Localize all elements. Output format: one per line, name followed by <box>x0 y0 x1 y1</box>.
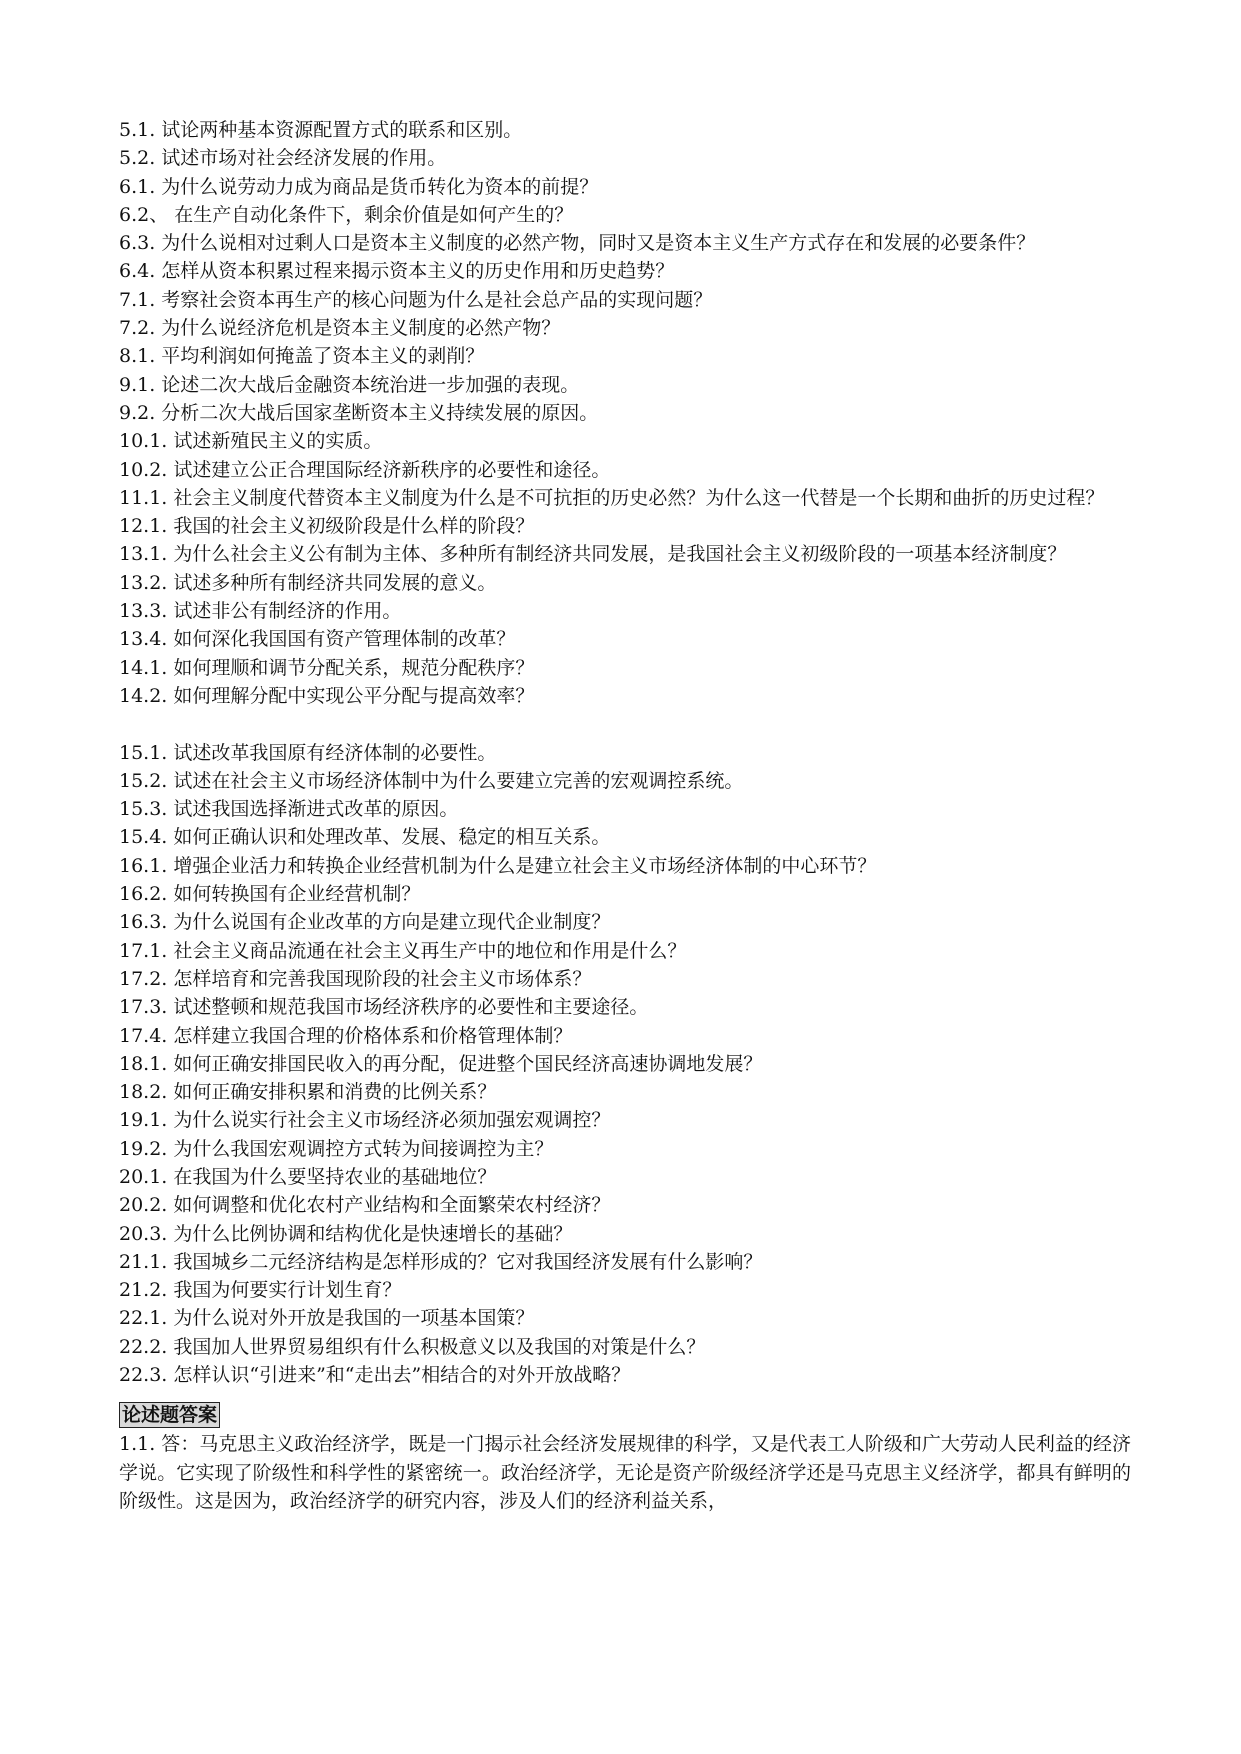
question-item <box>119 625 1131 653</box>
question-text: 如何正确安排国民收入的再分配，促进整个国民经济高速协调地发展？ <box>173 1052 763 1075</box>
question-item <box>119 597 1131 625</box>
question-number: 5.2. <box>119 147 156 170</box>
question-text: 社会主义制度代替资本主义制度为什么是不可抗拒的历史必然？为什么这一代替是一个长期和曲折的历史过程？ <box>173 486 1105 509</box>
question-text: 怎样培育和完善我国现阶段的社会主义市场体系？ <box>173 967 592 990</box>
question-text: 试述我国选择渐进式改革的原因。 <box>173 798 459 821</box>
question-number: 17.3. <box>119 996 168 1019</box>
question-text: 试述改革我国原有经济体制的必要性。 <box>173 741 497 764</box>
question-item <box>119 937 1131 965</box>
question-item <box>119 116 1131 144</box>
question-number: 13.2. <box>119 571 168 594</box>
question-number: 13.1. <box>119 543 168 566</box>
question-item <box>119 427 1131 455</box>
question-text: 怎样认识“引进来”和“走出去”相结合的对外开放战略？ <box>173 1364 631 1387</box>
question-item <box>119 229 1131 257</box>
question-item <box>119 314 1131 342</box>
answers-section <box>119 1389 1131 1515</box>
question-list-b <box>119 739 1131 1390</box>
question-item <box>119 173 1131 201</box>
question-number: 20.3. <box>119 1222 168 1245</box>
question-item <box>119 795 1131 823</box>
question-number: 16.1. <box>119 854 168 877</box>
question-item <box>119 993 1131 1021</box>
question-item <box>119 767 1131 795</box>
question-text: 如何深化我国国有资产管理体制的改革？ <box>173 628 516 651</box>
question-number: 15.3. <box>119 798 168 821</box>
question-number: 18.1. <box>119 1052 168 1075</box>
question-item <box>119 342 1131 370</box>
question-number: 10.1. <box>119 430 168 453</box>
question-item <box>119 908 1131 936</box>
question-text: 如何转换国有企业经营机制？ <box>173 883 421 906</box>
question-text: 怎样建立我国合理的价格体系和价格管理体制？ <box>173 1024 573 1047</box>
question-number: 22.1. <box>119 1307 168 1330</box>
question-item <box>119 1106 1131 1134</box>
question-item <box>119 540 1131 568</box>
question-text: 如何理顺和调节分配关系，规范分配秩序？ <box>173 656 535 679</box>
question-number: 6.3. <box>119 232 156 255</box>
question-item <box>119 739 1131 767</box>
question-number: 21.2. <box>119 1279 168 1302</box>
question-number: 12.1. <box>119 515 168 538</box>
question-number: 13.3. <box>119 600 168 623</box>
question-item <box>119 286 1131 314</box>
question-text: 增强企业活力和转换企业经营机制为什么是建立社会主义市场经济体制的中心环节？ <box>173 854 877 877</box>
question-number: 7.1. <box>119 288 156 311</box>
question-text: 在生产自动化条件下，剩余价值是如何产生的？ <box>174 203 574 226</box>
question-number: 8.1. <box>119 345 156 368</box>
question-item <box>119 1333 1131 1361</box>
question-text: 为什么社会主义公有制为主体、多种所有制经济共同发展，是我国社会主义初级阶段的一项基本经济制度？ <box>173 543 1067 566</box>
question-item <box>119 456 1131 484</box>
document-page <box>119 116 1131 1515</box>
question-text: 试述非公有制经济的作用。 <box>173 600 402 623</box>
question-text: 试述建立公正合理国际经济新秩序的必要性和途径。 <box>173 458 611 481</box>
question-number: 21.1. <box>119 1250 168 1273</box>
question-item <box>119 484 1131 512</box>
question-text: 社会主义商品流通在社会主义再生产中的地位和作用是什么？ <box>173 939 687 962</box>
question-text: 平均利润如何掩盖了资本主义的剥削？ <box>161 345 485 368</box>
question-text: 考察社会资本再生产的核心问题为什么是社会总产品的实现问题？ <box>161 288 713 311</box>
question-number: 22.2. <box>119 1335 168 1358</box>
question-item <box>119 569 1131 597</box>
question-number: 16.3. <box>119 911 168 934</box>
question-item <box>119 880 1131 908</box>
question-item <box>119 257 1131 285</box>
question-number: 5.1. <box>119 119 156 141</box>
question-text: 在我国为什么要坚持农业的基础地位？ <box>173 1165 497 1188</box>
question-number: 6.2、 <box>119 203 169 226</box>
question-text: 论述二次大战后金融资本统治进一步加强的表现。 <box>161 373 580 396</box>
question-number: 15.4. <box>119 826 168 849</box>
question-item <box>119 1361 1131 1389</box>
question-number: 17.4. <box>119 1024 168 1047</box>
question-item <box>119 1078 1131 1106</box>
question-text: 我国为何要实行计划生育？ <box>173 1279 402 1302</box>
question-item <box>119 823 1131 851</box>
question-number: 6.1. <box>119 175 156 198</box>
question-text: 为什么说相对过剩人口是资本主义制度的必然产物，同时又是资本主义生产方式存在和发展的必要条件？ <box>161 232 1036 255</box>
question-number: 14.2. <box>119 684 168 707</box>
question-item <box>119 1304 1131 1332</box>
question-item <box>119 1191 1131 1219</box>
question-number: 7.2. <box>119 317 156 340</box>
question-text: 我国加人世界贸易组织有什么积极意义以及我国的对策是什么？ <box>173 1335 706 1358</box>
question-text: 我国城乡二元经济结构是怎样形成的？它对我国经济发展有什么影响？ <box>173 1250 763 1273</box>
question-item <box>119 1135 1131 1163</box>
question-item <box>119 1248 1131 1276</box>
question-item <box>119 965 1131 993</box>
question-text: 怎样从资本积累过程来揭示资本主义的历史作用和历史趋势？ <box>161 260 675 283</box>
question-item <box>119 512 1131 540</box>
question-number: 9.2. <box>119 401 156 424</box>
question-text: 为什么比例协调和结构优化是快速增长的基础？ <box>173 1222 573 1245</box>
question-number: 20.2. <box>119 1194 168 1217</box>
question-number: 15.2. <box>119 769 168 792</box>
question-text: 试述整顿和规范我国市场经济秩序的必要性和主要途径。 <box>173 996 649 1019</box>
question-number: 14.1. <box>119 656 168 679</box>
question-item <box>119 399 1131 427</box>
question-item <box>119 852 1131 880</box>
question-item <box>119 1220 1131 1248</box>
question-text: 如何正确认识和处理改革、发展、稳定的相互关系。 <box>173 826 611 849</box>
question-number: 19.2. <box>119 1137 168 1160</box>
question-number: 6.4. <box>119 260 156 283</box>
question-text: 为什么说国有企业改革的方向是建立现代企业制度？ <box>173 911 611 934</box>
question-number: 20.1. <box>119 1165 168 1188</box>
question-text: 试述市场对社会经济发展的作用。 <box>161 147 447 170</box>
question-number: 10.2. <box>119 458 168 481</box>
question-number: 17.2. <box>119 967 168 990</box>
question-number: 15.1. <box>119 741 168 764</box>
question-text: 分析二次大战后国家垄断资本主义持续发展的原因。 <box>161 401 599 424</box>
answer-paragraph: 1.1. 答：马克思主义政治经济学，既是一门揭示社会经济发展规律的科学，又是代表工人阶级和广大劳动人民利益的经济学说。它实现了阶级性和科学性的紧密统一。政治经济学，无论是资产阶级经济学还是马克思主义经济学，都具有鲜明的阶级性。这是因为，政治经济学的研究内容，涉及人们的经济利益关系， <box>119 1433 1131 1512</box>
question-text: 如何正确安排积累和消费的比例关系？ <box>173 1081 497 1104</box>
question-number: 17.1. <box>119 939 168 962</box>
question-item <box>119 654 1131 682</box>
question-number: 11.1. <box>119 486 168 509</box>
question-item <box>119 201 1131 229</box>
question-text: 为什么我国宏观调控方式转为间接调控为主？ <box>173 1137 554 1160</box>
question-text: 为什么说对外开放是我国的一项基本国策？ <box>173 1307 535 1330</box>
question-item <box>119 682 1131 710</box>
question-number: 18.2. <box>119 1081 168 1104</box>
question-item <box>119 1022 1131 1050</box>
question-number: 16.2. <box>119 883 168 906</box>
question-text: 我国的社会主义初级阶段是什么样的阶段？ <box>173 515 535 538</box>
question-number: 9.1. <box>119 373 156 396</box>
question-item <box>119 1276 1131 1304</box>
question-list-a <box>119 116 1131 710</box>
question-number: 22.3. <box>119 1364 168 1387</box>
question-text: 试述新殖民主义的实质。 <box>173 430 383 453</box>
blank-line <box>119 710 1131 738</box>
question-text: 为什么说经济危机是资本主义制度的必然产物？ <box>161 317 561 340</box>
question-text: 试述在社会主义市场经济体制中为什么要建立完善的宏观调控系统。 <box>173 769 744 792</box>
question-item <box>119 371 1131 399</box>
question-text: 如何理解分配中实现公平分配与提高效率？ <box>173 684 535 707</box>
section-title: 论述题答案 <box>119 1402 220 1428</box>
question-number: 19.1. <box>119 1109 168 1132</box>
question-number: 13.4. <box>119 628 168 651</box>
question-item <box>119 1050 1131 1078</box>
question-text: 为什么说劳动力成为商品是货币转化为资本的前提？ <box>161 175 599 198</box>
question-item <box>119 144 1131 172</box>
question-text: 如何调整和优化农村产业结构和全面繁荣农村经济？ <box>173 1194 611 1217</box>
question-text: 试述多种所有制经济共同发展的意义。 <box>173 571 497 594</box>
question-text: 试论两种基本资源配置方式的联系和区别。 <box>161 119 523 141</box>
question-text: 为什么说实行社会主义市场经济必须加强宏观调控？ <box>173 1109 611 1132</box>
question-item <box>119 1163 1131 1191</box>
